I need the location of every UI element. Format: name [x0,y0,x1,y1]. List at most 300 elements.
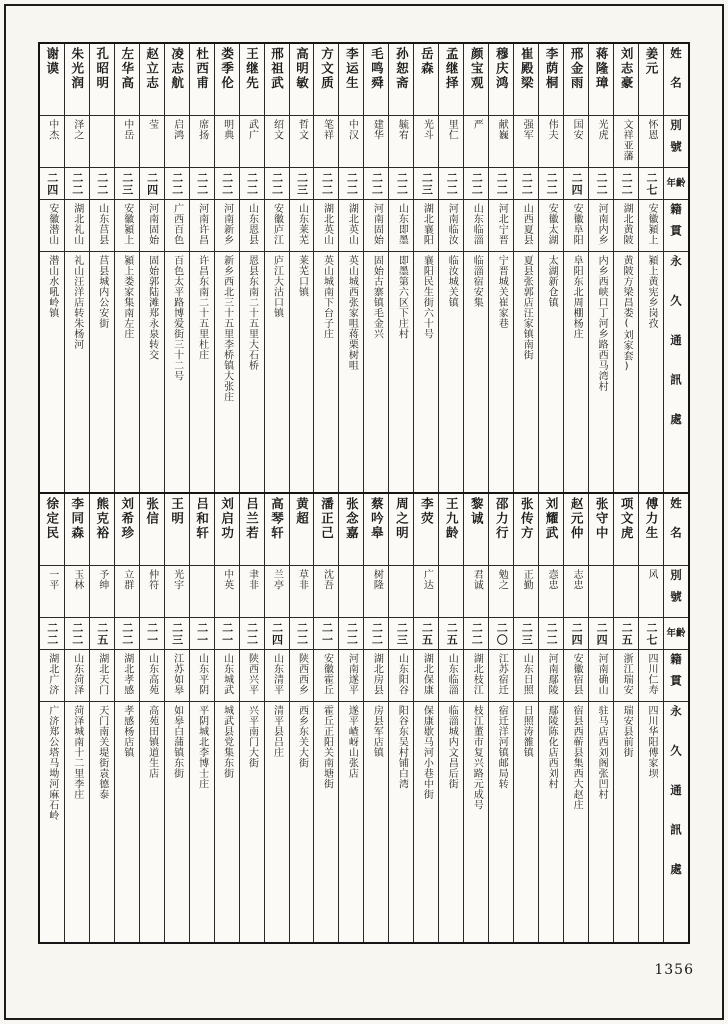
person-origin: 河南许昌 [196,203,208,245]
entry-column [89,494,114,942]
age-cell [314,168,338,200]
address-cell [364,702,388,942]
origin-cell [165,650,189,702]
person-origin: 四川仁寿 [646,653,658,695]
person-name: 姜元 [644,47,660,76]
alias-cell [240,566,264,618]
address-cell [215,702,239,942]
origin-cell [65,650,89,702]
origin-cell [339,200,363,252]
person-age: 二二 [545,171,559,196]
address-cell [564,252,588,492]
person-origin: 湖北房县 [371,653,383,695]
address-cell [140,252,164,492]
person-name: 张信 [144,497,160,526]
alias-cell [314,566,338,618]
name-cell [115,494,139,566]
person-name: 颜宝观 [469,47,485,91]
person-address: 襄阳民生街六十号 [421,255,433,339]
person-age: 二三 [120,171,134,196]
age-cell [215,168,239,200]
person-alias: 兰亭 [271,569,283,590]
entry-column [438,44,463,492]
entry-column [313,44,338,492]
person-address: 礼山汪洋店转朱杨河 [71,255,83,350]
header-alias-cell [664,116,688,168]
address-cell [90,702,114,942]
age-cell [314,618,338,650]
person-origin: 河南固始 [371,203,383,245]
name-cell [290,494,314,566]
address-cell [190,252,214,492]
person-alias: 笔祥 [321,119,333,140]
origin-cell [489,200,513,252]
name-cell [314,494,338,566]
person-alias: 建华 [371,119,383,140]
person-age: 二四 [145,171,159,196]
entry-column [538,494,563,942]
entry-column [388,44,413,492]
age-cell [90,618,114,650]
header-alias-cell [664,566,688,618]
age-cell [265,168,289,200]
person-address: 驻马店西刘阁张凹村 [596,705,608,800]
person-alias: 莹 [146,119,158,130]
person-name: 刘志豪 [619,47,635,91]
entry-column [64,44,89,492]
age-cell [414,618,438,650]
person-address: 阳谷东吴村铺白湾 [396,705,408,789]
person-origin: 湖北广济 [46,653,58,695]
entry-column [264,44,289,492]
age-cell [165,618,189,650]
person-age: 二四 [570,621,584,646]
person-alias: 泽之 [71,119,83,140]
address-cell [389,252,413,492]
person-origin: 山东平阴 [196,653,208,695]
person-address: 临淄城内文昌后街 [446,705,458,789]
entry-column [289,44,314,492]
person-address: 房县军店镇 [371,705,383,758]
origin-cell [115,650,139,702]
age-cell [240,168,264,200]
person-name: 李运生 [344,47,360,91]
age-cell [464,168,488,200]
origin-cell [514,200,538,252]
person-origin: 河南临汝 [446,203,458,245]
address-cell [564,702,588,942]
person-name: 刘启功 [219,497,235,541]
person-name: 李荫桐 [544,47,560,91]
person-name: 蒋隆璋 [594,47,610,91]
person-age: 二二 [345,621,359,646]
entry-column [139,44,164,492]
origin-cell [589,650,613,702]
person-address: 枝江董市复兴路元成号 [471,705,483,810]
person-name: 朱光润 [69,47,85,91]
person-address: 西乡东关大街 [296,705,308,768]
person-alias: 光斗 [421,119,433,140]
origin-cell [489,650,513,702]
origin-cell [589,200,613,252]
address-cell [414,252,438,492]
alias-cell [464,566,488,618]
address-cell [539,252,563,492]
person-name: 邢祖武 [269,47,285,91]
person-age: 二二 [70,621,84,646]
person-alias: 文祥亚藩 [621,119,633,161]
address-cell [40,252,64,492]
alias-cell [364,566,388,618]
person-age: 二一 [145,621,159,646]
origin-cell [240,200,264,252]
age-cell [539,618,563,650]
person-address: 阜阳东北周棚杨庄 [571,255,583,339]
alias-cell [489,566,513,618]
person-age: 二七 [645,621,659,646]
alias-cell [290,116,314,168]
origin-cell [364,650,388,702]
name-cell [265,44,289,116]
name-cell [439,44,463,116]
address-cell [614,702,638,942]
alias-cell [265,566,289,618]
person-address: 恩县东南二十五里大石桥 [246,255,258,371]
name-cell [639,44,663,116]
person-origin: 湖北保康 [421,653,433,695]
origin-cell [140,650,164,702]
person-origin: 安徽庐江 [271,203,283,245]
person-name: 邵力行 [494,497,510,541]
person-origin: 安徽阜阳 [571,203,583,245]
person-age: 二五 [420,621,434,646]
alias-cell [65,116,89,168]
person-name: 张守中 [594,497,610,541]
person-name: 孔昭明 [94,47,110,91]
person-alias: 绍文 [271,119,283,140]
person-alias: 志忠 [571,569,583,590]
address-cell [65,252,89,492]
origin-cell [90,650,114,702]
header-age-label: 年齡 [666,177,686,189]
person-origin: 湖北襄阳 [421,203,433,245]
person-origin: 山东城武 [221,653,233,695]
name-cell [240,494,264,566]
address-cell [190,702,214,942]
person-age: 二二 [470,621,484,646]
age-cell [489,618,513,650]
person-age: 二五 [95,621,109,646]
person-alias: 沈吾 [321,569,333,590]
person-name: 毛鸣舜 [369,47,385,91]
address-cell [414,702,438,942]
person-alias: 强军 [521,119,533,140]
alias-cell [240,116,264,168]
person-alias: 中岳 [121,119,133,140]
person-origin: 安徽潜山 [46,203,58,245]
person-address: 清平县吕庄 [271,705,283,758]
name-cell [290,44,314,116]
alias-cell [290,566,314,618]
name-cell [240,44,264,116]
age-cell [140,618,164,650]
person-age: 二二 [345,171,359,196]
age-cell [639,168,663,200]
person-origin: 广西百色 [171,203,183,245]
person-alias: 哲文 [296,119,308,140]
person-age: 二二 [170,171,184,196]
person-name: 黄超 [294,497,310,526]
header-column [663,494,688,942]
person-origin: 山西夏县 [521,203,533,245]
person-origin: 山东菏泽 [71,653,83,695]
person-alias: 席扬 [196,119,208,140]
person-alias: 光宇 [171,569,183,590]
person-name: 王明 [169,497,185,526]
person-age: 二二 [620,171,634,196]
person-alias: 中英 [221,569,233,590]
person-alias: 中杰 [46,119,58,140]
person-origin: 湖北孝感 [121,653,133,695]
age-cell [514,168,538,200]
name-cell [65,494,89,566]
header-age-cell [664,168,688,200]
name-cell [364,494,388,566]
name-cell [464,494,488,566]
alias-cell [464,116,488,168]
person-alias: 里仁 [446,119,458,140]
alias-cell [364,116,388,168]
entry-column [40,494,64,942]
entry-column [214,494,239,942]
name-cell [589,494,613,566]
origin-cell [614,650,638,702]
header-origin-label: 籍貫 [669,203,684,246]
alias-cell [190,566,214,618]
origin-cell [290,650,314,702]
person-origin: 安徽潁上 [646,203,658,245]
person-alias: 武广 [246,119,258,140]
alias-cell [389,566,413,618]
entry-column [513,44,538,492]
person-origin: 山东恩县 [246,203,258,245]
address-cell [314,702,338,942]
entry-column [164,494,189,942]
person-name: 李同森 [69,497,85,541]
person-address: 临淄宿安集 [471,255,483,308]
person-origin: 湖北英山 [346,203,358,245]
person-name: 娄季伦 [219,47,235,91]
origin-cell [339,650,363,702]
alias-cell [514,566,538,618]
alias-cell [589,116,613,168]
person-address: 四川华阳傅家坝 [646,705,658,779]
person-alias: 草非 [296,569,308,590]
person-origin: 湖北枝江 [471,653,483,695]
person-alias: 光虎 [596,119,608,140]
person-address: 新乡西北三十五里李桥镇大张庄 [221,255,233,402]
person-address: 菏泽城南十二里李庄 [71,705,83,800]
address-cell [314,252,338,492]
person-origin: 山东莱芜 [296,203,308,245]
origin-cell [464,650,488,702]
person-name: 谢谟 [44,47,60,76]
entry-column [239,44,264,492]
origin-cell [539,650,563,702]
person-origin: 江苏宿迁 [496,653,508,695]
person-age: 二七 [645,171,659,196]
origin-cell [364,200,388,252]
person-age: 二四 [595,621,609,646]
person-alias: 伟夫 [546,119,558,140]
alias-cell [90,566,114,618]
origin-cell [639,200,663,252]
person-address: 遂平嵖岈山张店 [346,705,358,779]
age-cell [514,618,538,650]
origin-cell [414,650,438,702]
age-cell [265,618,289,650]
entry-column [463,494,488,942]
entry-column [588,44,613,492]
person-age: 二一 [220,621,234,646]
name-cell [564,44,588,116]
person-address: 高苑田镇道生店 [146,705,158,779]
person-address: 鄢陵陈化店西刘村 [546,705,558,789]
person-origin: 山东莒县 [96,203,108,245]
origin-cell [40,200,64,252]
name-cell [614,44,638,116]
origin-cell [265,650,289,702]
origin-cell [90,200,114,252]
address-cell [40,702,64,942]
person-origin: 安徽霍丘 [321,653,333,695]
age-cell [614,618,638,650]
alias-cell [564,566,588,618]
person-origin: 江苏如皋 [171,653,183,695]
person-name: 孙恕斋 [394,47,410,91]
person-age: 二二 [470,171,484,196]
person-age: 二二 [220,171,234,196]
name-cell [389,494,413,566]
person-address: 莱芜口镇 [296,255,308,297]
age-cell [414,168,438,200]
alias-cell [639,566,663,618]
address-cell [639,702,663,942]
person-address: 平阴城北李博士庄 [196,705,208,789]
header-age-cell [664,618,688,650]
alias-cell [414,566,438,618]
person-alias: 聿非 [246,569,258,590]
age-cell [190,618,214,650]
entry-column [289,494,314,942]
person-age: 二一 [320,621,334,646]
alias-cell [265,116,289,168]
person-name: 杜西甫 [194,47,210,91]
person-address: 内乡西峡口丁河乡路西马湾村 [596,255,608,392]
name-cell [165,494,189,566]
person-origin: 浙江瑞安 [621,653,633,695]
name-cell [65,44,89,116]
origin-cell [290,200,314,252]
person-age: 二二 [370,621,384,646]
person-name: 凌志航 [169,47,185,91]
alias-cell [539,116,563,168]
person-name: 周之明 [394,497,410,541]
address-cell [539,702,563,942]
origin-cell [40,650,64,702]
alias-cell [40,566,64,618]
origin-cell [639,650,663,702]
origin-cell [564,200,588,252]
entry-column [40,44,64,492]
alias-cell [165,116,189,168]
address-cell [464,702,488,942]
person-age: 二五 [620,621,634,646]
age-cell [165,168,189,200]
alias-cell [389,116,413,168]
name-cell [90,494,114,566]
alias-cell [314,116,338,168]
person-name: 赵元仲 [569,497,585,541]
person-origin: 安徽潁上 [121,203,133,245]
age-cell [439,168,463,200]
person-alias: 国安 [571,119,583,140]
origin-cell [439,200,463,252]
person-address: 城武县党集东街 [221,705,233,779]
person-alias: 严 [471,119,483,130]
person-age: 二三 [420,171,434,196]
header-address-label: 永久通訊處 [669,705,684,903]
age-cell [140,168,164,200]
alias-cell [215,116,239,168]
person-age: 二二 [70,171,84,196]
person-name: 王九龄 [444,497,460,541]
address-cell [115,252,139,492]
address-cell [165,252,189,492]
entry-column [463,44,488,492]
person-address: 日照涛雒镇 [521,705,533,758]
person-address: 庐江大沽口镇 [271,255,283,318]
alias-cell [514,116,538,168]
alias-cell [339,566,363,618]
person-address: 孝感杨店镇 [121,705,133,758]
person-name: 刘希珍 [119,497,135,541]
address-cell [240,252,264,492]
header-name-cell [664,44,688,116]
origin-cell [464,200,488,252]
name-cell [165,44,189,116]
origin-cell [115,200,139,252]
person-origin: 陕西西乡 [296,653,308,695]
alias-cell [339,116,363,168]
age-cell [339,168,363,200]
person-age: 二五 [445,621,459,646]
person-origin: 山东即墨 [396,203,408,245]
person-name: 张念嘉 [344,497,360,541]
person-alias: 玉林 [71,569,83,590]
origin-cell [414,200,438,252]
name-cell [514,44,538,116]
address-cell [439,252,463,492]
name-cell [115,44,139,116]
person-age: 二一 [195,621,209,646]
person-name: 蔡吟皋 [369,497,385,541]
address-cell [514,702,538,942]
person-address: 许昌东南二十五里杜庄 [196,255,208,360]
person-alias: 君诚 [471,569,483,590]
origin-cell [265,200,289,252]
person-alias: 启鸿 [171,119,183,140]
